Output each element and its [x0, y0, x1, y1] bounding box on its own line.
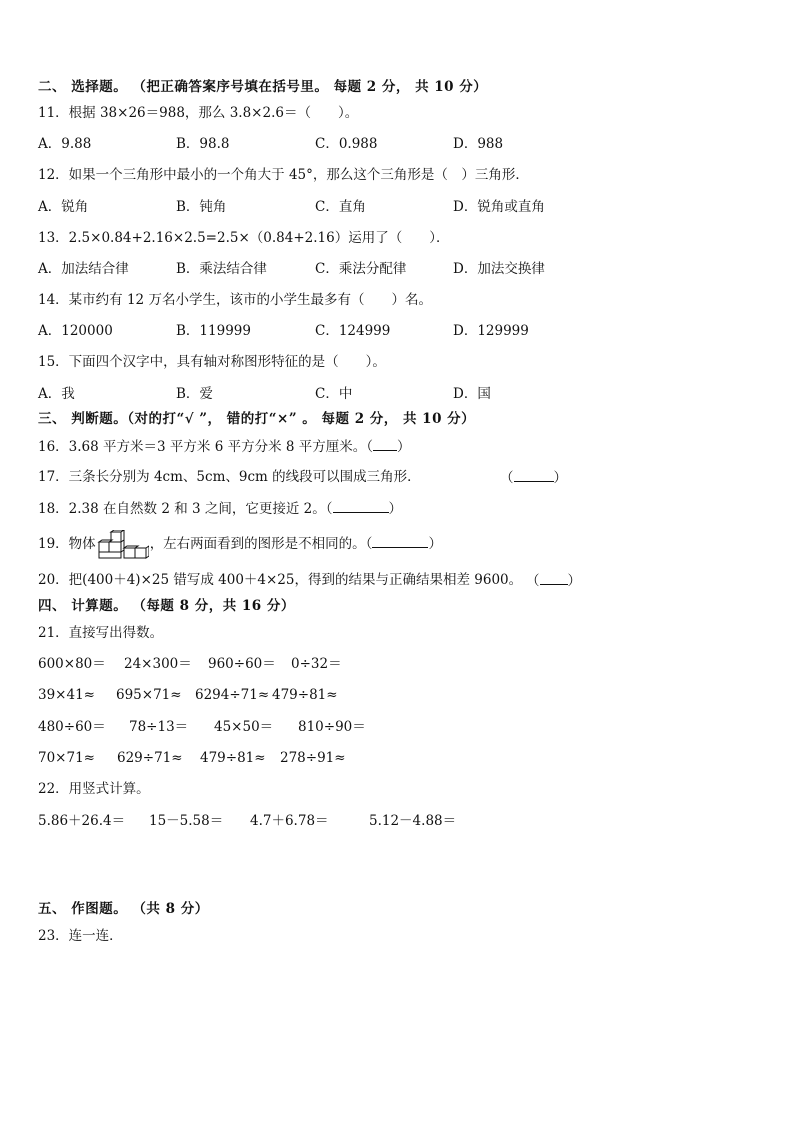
calc-item: 600×80＝ [38, 656, 106, 672]
section-judge-title: 三、 判断题。（对的打“√ ”， 错的打“×” 。 每题 2 分， 共 10 分） [38, 411, 476, 427]
q14-option-b: B．119999 [176, 323, 251, 339]
q11-option-c: C．0.988 [315, 136, 378, 152]
answer-blank-20[interactable] [540, 571, 568, 585]
q13-option-b: B．乘法结合律 [176, 261, 267, 277]
section-draw-title: 五、 作图题。 （共 8 分） [38, 901, 209, 917]
vertical-calc-item: 15－5.58＝ [149, 813, 224, 829]
calc-item: 629÷71≈ [117, 750, 183, 766]
section-choice-title: 二、 选择题。 （把正确答案序号填在括号里。 每题 2 分， 共 10 分） [38, 79, 488, 95]
question-15: 15．下面四个汉字中，具有轴对称图形特征的是（ ）。 [38, 354, 386, 370]
calc-item: 479÷81≈ [200, 750, 266, 766]
question-20-open: （ [526, 573, 540, 589]
question-18-close: ） [388, 501, 403, 517]
vertical-calc-item: 5.86＋26.4＝ [38, 813, 126, 829]
q15-option-a: A．我 [38, 386, 75, 402]
question-17-close: ） [553, 470, 567, 486]
question-19 [38, 529, 442, 559]
question-23: 23．连一连． [38, 928, 123, 944]
q11-option-a: A．9.88 [38, 136, 92, 152]
q11-option-d: D．988 [453, 136, 504, 152]
question-19-text-b: ，左右两面看到的图形是不相同的。（ [149, 536, 373, 552]
q13-option-a: A．加法结合律 [38, 261, 129, 277]
question-16 [38, 437, 411, 456]
vertical-calc-item: 4.7＋6.78＝ [250, 813, 329, 829]
q11-option-b: B．98.8 [176, 136, 230, 152]
q14-option-c: C．124999 [315, 323, 391, 339]
calc-item: 810÷90＝ [298, 719, 366, 735]
question-21: 21．直接写出得数。 [38, 625, 164, 641]
calc-item: 480÷60＝ [38, 719, 106, 735]
q13-option-d: D．加法交换律 [453, 261, 545, 277]
answer-blank-19[interactable] [372, 534, 428, 548]
calc-item: 24×300＝ [124, 656, 192, 672]
question-18-text: 18．2.38 在自然数 2 和 3 之间，它更接近 2。（ [38, 501, 333, 517]
q14-option-d: D．129999 [453, 323, 529, 339]
question-16-close: ） [397, 439, 411, 455]
calc-item: 6294÷71≈ [195, 687, 270, 703]
q14-option-a: A．120000 [38, 323, 113, 339]
question-11: 11．根据 38×26＝988，那么 3.8×2.6＝（ ）。 [38, 105, 359, 121]
question-17-open: （ [500, 470, 514, 486]
q12-option-d: D．锐角或直角 [453, 199, 545, 215]
question-18 [38, 499, 402, 518]
question-16-text: 16．3.68 平方米＝3 平方米 6 平方分米 8 平方厘米。（ [38, 439, 374, 455]
question-22: 22．用竖式计算。 [38, 781, 150, 797]
q12-option-a: A．锐角 [38, 199, 89, 215]
question-19-text-a: 19．物体 [38, 536, 96, 552]
answer-blank-17[interactable] [514, 468, 554, 482]
question-17: 17．三条长分别为 4cm、5cm、9cm 的线段可以围成三角形． [38, 469, 421, 485]
calc-item: 695×71≈ [116, 687, 182, 703]
question-20: 20．把(400＋4)×25 错写成 400＋4×25，得到的结果与正确结果相差 9600。 [38, 572, 523, 588]
answer-blank-18[interactable] [333, 499, 389, 513]
calc-item: 0÷32＝ [291, 656, 342, 672]
q12-option-b: B．钝角 [176, 199, 227, 215]
calc-item: 39×41≈ [38, 687, 95, 703]
calc-item: 78÷13＝ [129, 719, 189, 735]
question-13: 13．2.5×0.84+2.16×2.5=2.5×（0.84+2.16）运用了（ ）． [38, 230, 450, 246]
calc-item: 278÷91≈ [280, 750, 346, 766]
question-17-answer [500, 468, 567, 487]
calc-item: 70×71≈ [38, 750, 95, 766]
question-12: 12．如果一个三角形中最小的一个角大于 45°，那么这个三角形是（ ）三角形． [38, 167, 529, 183]
answer-blank-16[interactable] [373, 437, 397, 451]
question-19-close: ） [428, 536, 442, 552]
calc-item: 45×50＝ [214, 719, 274, 735]
q15-option-c: C．中 [315, 386, 353, 402]
question-14: 14．某市约有 12 万名小学生，该市的小学生最多有（ ）名。 [38, 292, 432, 308]
q12-option-c: C．直角 [315, 199, 366, 215]
q13-option-c: C．乘法分配律 [315, 261, 407, 277]
q15-option-d: D．国 [453, 386, 491, 402]
calc-item: 479÷81≈ [272, 687, 338, 703]
question-20-close: ） [567, 573, 581, 589]
calc-item: 960÷60＝ [208, 656, 276, 672]
vertical-calc-item: 5.12－4.88＝ [369, 813, 457, 829]
section-calc-title: 四、 计算题。 （每题 8 分，共 16 分） [38, 598, 295, 614]
q15-option-b: B．爱 [176, 386, 213, 402]
cube-stack-figure [97, 530, 149, 560]
question-20-answer [526, 571, 581, 590]
